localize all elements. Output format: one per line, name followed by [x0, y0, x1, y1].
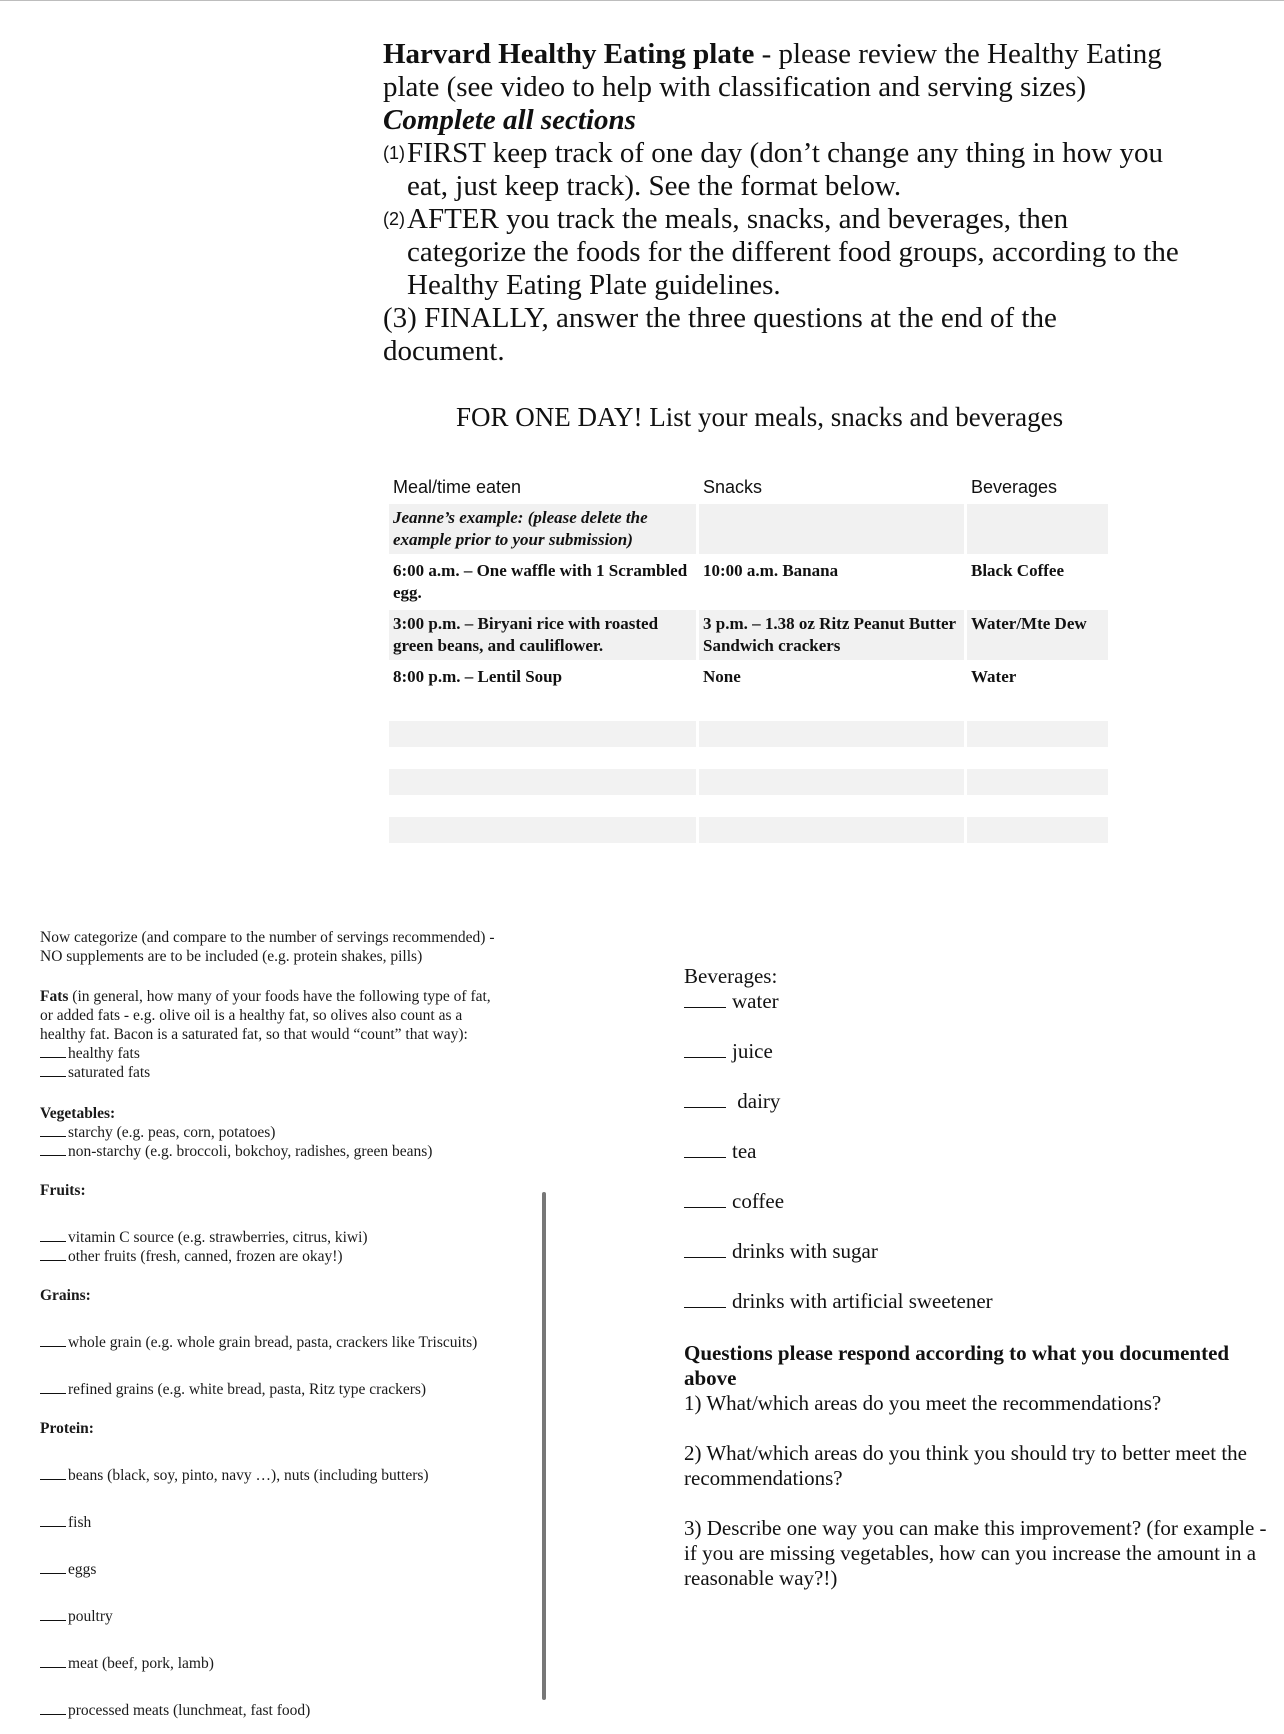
empty-cell [699, 721, 964, 747]
step-2-number: (2) [383, 209, 405, 229]
protein-item-label: processed meats (lunchmeat, fast food) [68, 1702, 311, 1719]
questions-heading: Questions please respond according to what you documented above [684, 1341, 1230, 1390]
answer-blank [40, 1135, 66, 1137]
fats-item-label: saturated fats [68, 1064, 151, 1081]
header-meal: Meal/time eaten [389, 473, 696, 501]
top-border [0, 0, 1284, 1]
grains-item [40, 1380, 500, 1399]
answer-blank [40, 1392, 66, 1394]
answer-blank [684, 1306, 726, 1308]
column-divider [542, 1192, 546, 1700]
grains-item-label: whole grain (e.g. whole grain bread, pasta, crackers like Triscuits) [68, 1334, 478, 1351]
answer-blank [684, 1256, 726, 1258]
empty-cell [699, 769, 964, 795]
question-3: 3) Describe one way you can make this improvement? (for example - if you are missing vegetables, how can you increase the amount in a reasonable way?!) [684, 1516, 1267, 1590]
fats-heading: Fats [40, 988, 69, 1005]
protein-item-label: poultry [68, 1608, 113, 1625]
protein-item [40, 1560, 500, 1579]
beverage-item-label: drinks with artificial sweetener [732, 1289, 993, 1313]
empty-cell [699, 817, 964, 843]
protein-item [40, 1466, 500, 1485]
answer-blank [40, 1154, 66, 1156]
fats-item [40, 1044, 500, 1063]
protein-item-label: eggs [68, 1561, 97, 1578]
document-title: Harvard Healthy Eating plate [383, 38, 755, 70]
vegetables-item-label: starchy (e.g. peas, corn, potatoes) [68, 1124, 276, 1141]
beverage-item-label: water [732, 989, 779, 1013]
fats-section [40, 987, 500, 1044]
question-2: 2) What/which areas do you think you should try to better meet the recommendations? [684, 1441, 1247, 1490]
answer-blank [40, 1525, 66, 1527]
answer-blank [684, 1056, 726, 1058]
answer-blank [40, 1259, 66, 1261]
beverage-item-label: drinks with sugar [732, 1239, 878, 1263]
answer-blank [40, 1666, 66, 1668]
protein-item-label: beans (black, soy, pinto, navy …), nuts (including butters) [68, 1467, 429, 1484]
beverage-item [684, 1289, 1264, 1314]
fats-description: (in general, how many of your foods have the following type of fat, or added fats - e.g. olive oil is a healthy fat, so olives also count as a healthy fat. Bacon is a saturated fat, so that would “count” that way): [40, 988, 491, 1043]
title-description: - please review the Healthy Eating plate (see video to help with classification and serving sizes) [383, 38, 1162, 103]
snack-cell [699, 504, 964, 554]
vegetables-item [40, 1123, 500, 1142]
instructions [383, 38, 1183, 368]
meal-cell: 6:00 a.m. – One waffle with 1 Scrambled egg. [389, 557, 696, 607]
meal-cell: 3:00 p.m. – Biryani rice with roasted green beans, and cauliflower. [389, 610, 696, 660]
grains-item [40, 1333, 500, 1352]
empty-row [389, 721, 1107, 747]
answer-blank [684, 1156, 726, 1158]
table-row [389, 610, 1107, 660]
beverage-item [684, 1189, 1264, 1214]
beverage-item [684, 1039, 1264, 1064]
answer-blank [40, 1240, 66, 1242]
snack-cell: None [699, 663, 964, 691]
empty-cell [389, 769, 696, 795]
beverage-cell: Water/Mte Dew [967, 610, 1108, 660]
answer-blank [40, 1345, 66, 1347]
beverage-item [684, 1139, 1264, 1164]
step-2 [383, 203, 1183, 302]
empty-cell [967, 721, 1108, 747]
meal-tracking-table [389, 473, 1107, 846]
table-row [389, 504, 1107, 554]
protein-heading: Protein: [40, 1420, 94, 1437]
snack-cell: 10:00 a.m. Banana [699, 557, 964, 607]
grains-heading: Grains: [40, 1287, 91, 1304]
empty-cell [389, 721, 696, 747]
complete-all-sections: Complete all sections [383, 104, 636, 136]
protein-item-label: fish [68, 1514, 92, 1531]
answer-blank [40, 1713, 66, 1715]
answer-blank [40, 1478, 66, 1480]
fruits-heading: Fruits: [40, 1182, 86, 1199]
answer-blank [40, 1572, 66, 1574]
empty-cell [967, 817, 1108, 843]
grains-item-label: refined grains (e.g. white bread, pasta, Ritz type crackers) [68, 1381, 427, 1398]
answer-blank [40, 1056, 66, 1058]
beverages-section [684, 963, 1264, 1339]
beverage-item [684, 989, 1264, 1014]
questions-section [684, 1341, 1284, 1591]
empty-row [389, 769, 1107, 795]
food-categories [40, 928, 500, 1720]
vegetables-heading: Vegetables: [40, 1105, 116, 1122]
step-3: (3) FINALLY, answer the three questions at the end of the document. [383, 302, 1057, 367]
beverage-item [684, 1239, 1264, 1264]
snack-cell: 3 p.m. – 1.38 oz Ritz Peanut Butter Sandwich crackers [699, 610, 964, 660]
beverage-item [684, 1089, 1264, 1114]
empty-row [389, 817, 1107, 843]
header-beverages: Beverages [967, 473, 1108, 501]
step-1-text: FIRST keep track of one day (don’t change any thing in how you eat, just keep track). See the format below. [407, 137, 1163, 202]
header-snacks: Snacks [699, 473, 964, 501]
beverage-item-label: tea [732, 1139, 757, 1163]
fruits-item-label: other fruits (fresh, canned, frozen are okay!) [68, 1248, 343, 1265]
fats-item [40, 1063, 500, 1082]
protein-item [40, 1701, 500, 1720]
protein-item [40, 1654, 500, 1673]
beverage-cell [967, 504, 1108, 554]
table-row [389, 663, 1107, 691]
meal-cell: 8:00 p.m. – Lentil Soup [389, 663, 696, 691]
beverage-cell: Water [967, 663, 1108, 691]
beverage-item-label: dairy [732, 1089, 781, 1113]
beverage-item-label: juice [732, 1039, 773, 1063]
meal-cell: Jeanne’s example: (please delete the example prior to your submission) [389, 504, 696, 554]
fruits-item [40, 1247, 500, 1266]
beverages-heading: Beverages: [684, 964, 778, 988]
question-1: 1) What/which areas do you meet the recommendations? [684, 1391, 1162, 1415]
answer-blank [40, 1619, 66, 1621]
fruits-item-label: vitamin C source (e.g. strawberries, citrus, kiwi) [68, 1229, 368, 1246]
fats-item-label: healthy fats [68, 1045, 140, 1062]
fruits-item [40, 1228, 500, 1247]
vegetables-item-label: non-starchy (e.g. broccoli, bokchoy, radishes, green beans) [68, 1143, 433, 1160]
protein-item [40, 1607, 500, 1626]
empty-cell [967, 769, 1108, 795]
answer-blank [684, 1006, 726, 1008]
empty-cell [389, 817, 696, 843]
table-title: FOR ONE DAY! List your meals, snacks and beverages [456, 402, 1064, 432]
categorize-lead: Now categorize (and compare to the number of servings recommended) - NO supplements are to be included (e.g. protein shakes, pills) [40, 929, 495, 965]
table-header-row [389, 473, 1107, 501]
step-1-number: (1) [383, 143, 405, 163]
protein-item [40, 1513, 500, 1532]
step-1 [383, 137, 1183, 203]
answer-blank [684, 1106, 726, 1108]
instructions-heading [383, 38, 1183, 137]
protein-item-label: meat (beef, pork, lamb) [68, 1655, 214, 1672]
step-2-text: AFTER you track the meals, snacks, and beverages, then categorize the foods for the different food groups, according to the Healthy Eating Plate guidelines. [407, 203, 1179, 301]
beverage-item-label: coffee [732, 1189, 785, 1213]
answer-blank [684, 1206, 726, 1208]
vegetables-item [40, 1142, 500, 1161]
table-row [389, 557, 1107, 607]
answer-blank [40, 1075, 66, 1077]
beverage-cell: Black Coffee [967, 557, 1108, 607]
